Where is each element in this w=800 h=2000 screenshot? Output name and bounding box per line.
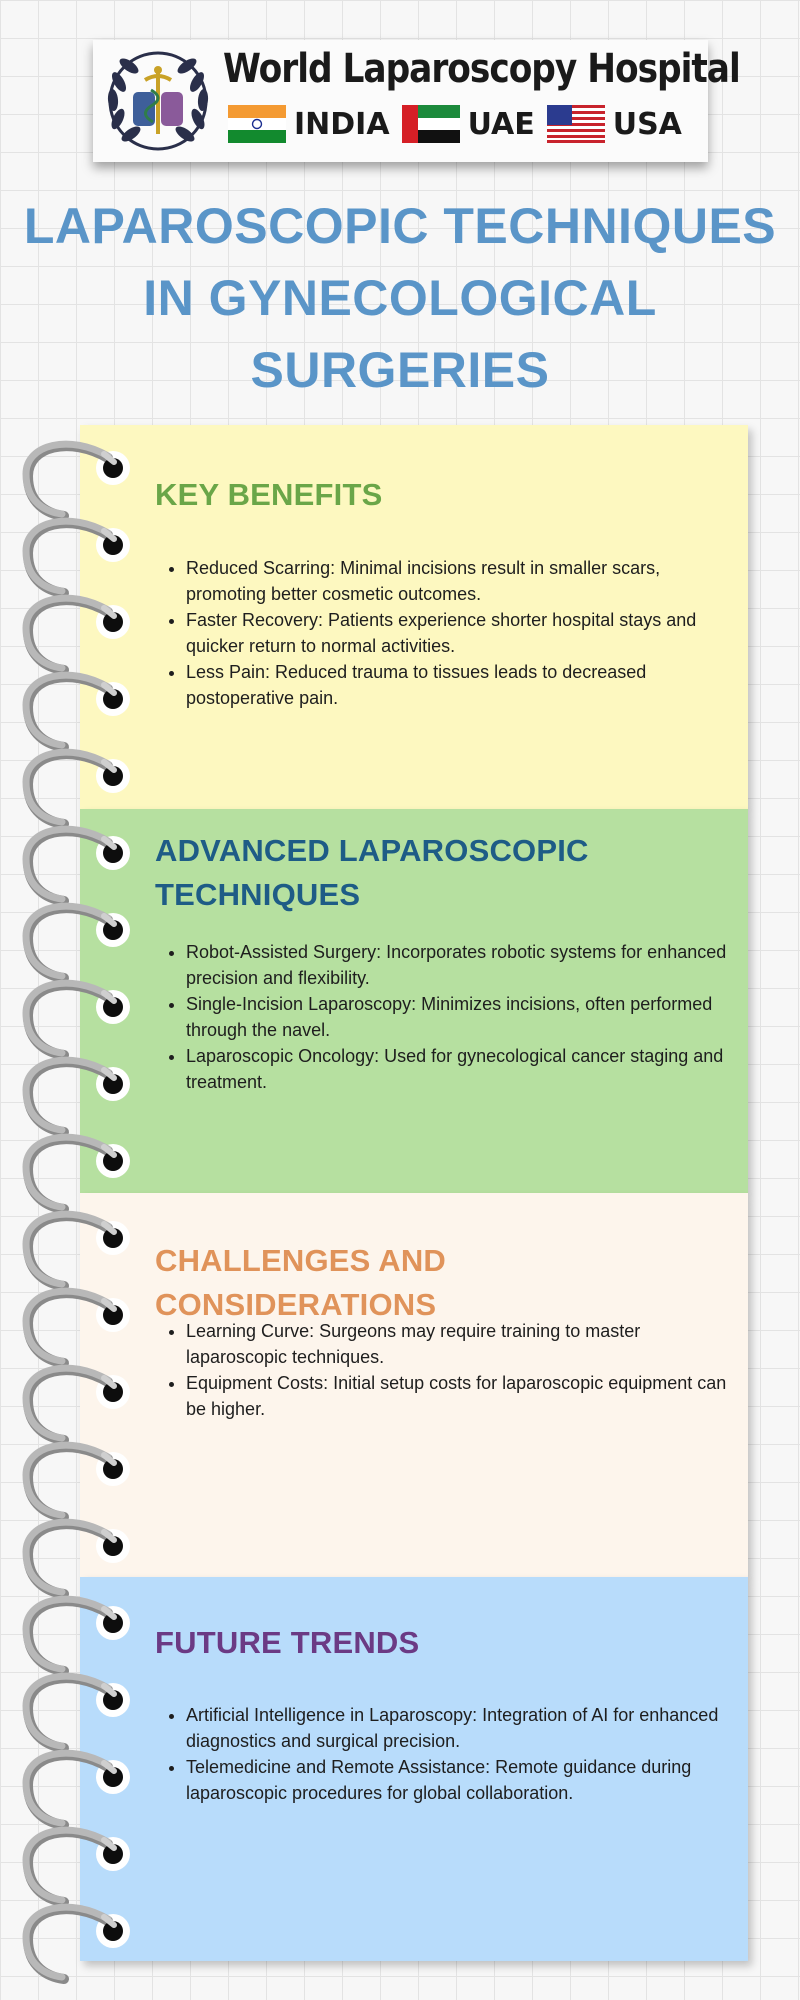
usa-flag-icon xyxy=(547,105,605,143)
section-heading: CHALLENGES AND CONSIDERATIONS xyxy=(155,1243,446,1322)
country-name: UAE xyxy=(467,106,535,142)
section-heading: KEY BENEFITS xyxy=(155,477,383,512)
list-item: • Equipment Costs: Initial setup costs for laparoscopic equipment can be higher. xyxy=(186,1370,741,1422)
section-advanced-techniques xyxy=(80,809,748,1193)
country-name: INDIA xyxy=(294,106,390,142)
list-item: • Artificial Intelligence in Laparoscopy: Integration of AI for enhanced diagnostics and surgical precision. xyxy=(186,1702,741,1754)
caduceus-laurel-emblem-icon xyxy=(99,42,217,160)
title-line: SURGERIES xyxy=(250,342,550,398)
country-name: USA xyxy=(612,106,682,142)
uae-flag-icon xyxy=(402,105,460,143)
section-heading: FUTURE TRENDS xyxy=(155,1625,420,1660)
list-item: • Telemedicine and Remote Assistance: Remote guidance during laparoscopic procedures for global collaboration. xyxy=(186,1754,741,1806)
country-india xyxy=(228,105,390,143)
section-key-benefits xyxy=(80,425,748,809)
list-item: • Laparoscopic Oncology: Used for gynecological cancer staging and treatment. xyxy=(186,1043,741,1095)
list-item: • Less Pain: Reduced trauma to tissues leads to decreased postoperative pain. xyxy=(186,659,741,711)
hospital-logo-banner xyxy=(93,40,740,162)
country-usa xyxy=(547,105,682,143)
bullet-list xyxy=(150,1318,741,1422)
list-item: • Learning Curve: Surgeons may require training to master laparoscopic techniques. xyxy=(186,1318,741,1370)
section-challenges xyxy=(80,1193,748,1577)
country-list xyxy=(228,104,694,144)
india-flag-icon xyxy=(228,105,286,143)
section-future-trends xyxy=(80,1577,748,1961)
country-uae xyxy=(402,105,535,143)
title-line: LAPAROSCOPIC TECHNIQUES xyxy=(23,198,777,254)
list-item: • Robot-Assisted Surgery: Incorporates robotic systems for enhanced precision and flexibility. xyxy=(186,939,741,991)
list-item: • Single-Incision Laparoscopy: Minimizes incisions, often performed through the navel. xyxy=(186,991,741,1043)
section-heading: ADVANCED LAPAROSCOPIC TECHNIQUES xyxy=(155,833,589,912)
page-title xyxy=(0,190,800,406)
bullet-list xyxy=(150,1702,741,1806)
list-item: • Faster Recovery: Patients experience shorter hospital stays and quicker return to normal activities. xyxy=(186,607,741,659)
list-item: • Reduced Scarring: Minimal incisions result in smaller scars, promoting better cosmetic outcomes. xyxy=(186,555,741,607)
title-line: IN GYNECOLOGICAL xyxy=(143,270,657,326)
hospital-name: World Laparoscopy Hospital xyxy=(223,46,740,92)
bullet-list xyxy=(150,555,741,711)
bullet-list xyxy=(150,939,741,1095)
